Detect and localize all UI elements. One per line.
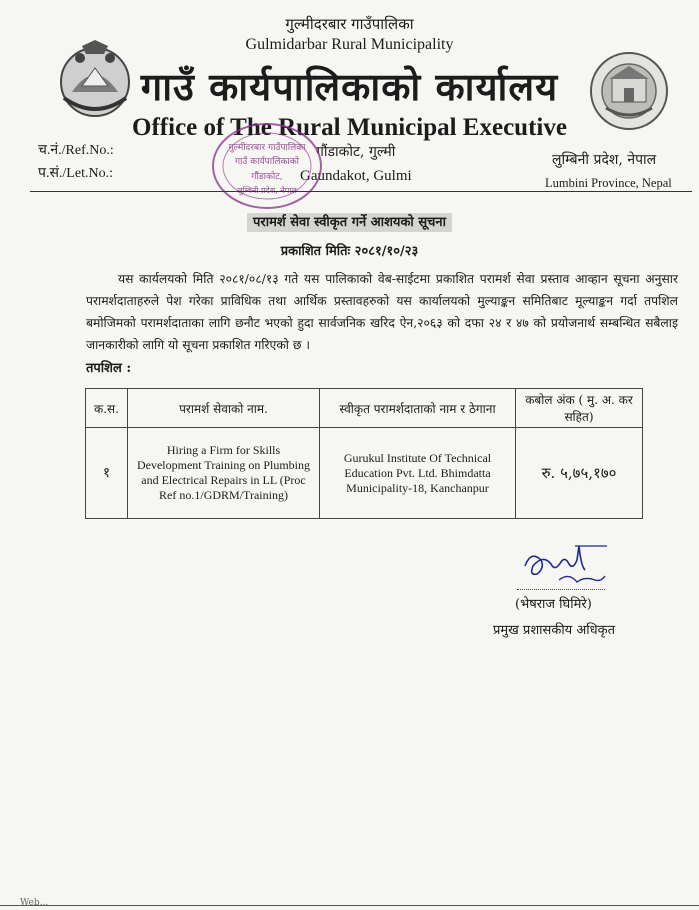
col-header-service: परामर्श सेवाको नाम. <box>128 389 320 428</box>
footer-divider <box>0 905 699 906</box>
ref-no-label: च.नं./Ref.No.: <box>38 143 114 158</box>
signature-line <box>517 589 605 590</box>
handwritten-signature <box>515 536 615 594</box>
municipality-name-en: Gulmidarbar Rural Municipality <box>245 36 454 53</box>
stamp-line-4: लुम्बिनी प्रदेश, नेपाल <box>237 186 297 195</box>
address-np: गौंडाकोट, गुल्मी <box>316 144 396 160</box>
published-date: प्रकाशित मितिः २०८१/१०/२३ <box>280 244 419 259</box>
signatory-name: (भेषराज घिमिरे) <box>515 597 592 612</box>
notice-subject-text: परामर्श सेवा स्वीकृत गर्ने आशयको सूचना <box>247 213 452 232</box>
details-label: तपशिल : <box>86 361 132 376</box>
stamp-line-3: गौंडाकोट, <box>251 172 283 182</box>
col-header-amount: कबोल अंक ( मु. अ. कर सहित) <box>516 389 643 428</box>
cell-sn: १ <box>86 428 128 519</box>
notice-subject <box>0 212 699 230</box>
office-stamp <box>208 118 326 214</box>
notice-body: यस कार्यलयको मिति २०८१/०८/१३ गते यस पालिकाको वेब-साईटमा प्रकाशित परामर्श सेवा प्रस्ताव आव्हान सूचना अनुसार परामर्शदाताहरुले पेश गरेका प्राविधिक तथा आर्थिक प्रस्तावहरुको यस कार्यालयको मुल्याङ्कन समितिबाट मूल्याङ्कन गर्दा तपशिल बमोजिमको परामर्शदाताका लागि छनौट भएको हुदा सार्वजनिक खरिद ऐन,२०६३ को दफा २४ र ४७ को प्रयोजनार्थ सम्बन्धित सबैलाइ जानकारीको लागि यो सूचना प्रकाशित गरिएको छ । <box>86 272 678 352</box>
signatory-title: प्रमुख प्रशासकीय अधिकृत <box>493 623 616 638</box>
stamp-line-2: गाउँ कार्यपालिकाको <box>234 157 300 167</box>
table-header-row <box>86 389 643 428</box>
cell-service: Hiring a Firm for Skills Development Training on Plumbing and Electrical Repairs in LL (Proc Ref no.1/GDRM/Training) <box>128 428 320 519</box>
col-header-consultant: स्वीकृत परामर्शदाताको नाम र ठेगाना <box>320 389 516 428</box>
header-divider <box>30 191 692 192</box>
cell-consultant: Gurukul Institute Of Technical Education Pvt. Ltd. Bhimdatta Municipality-18, Kanchanpur <box>320 428 516 519</box>
municipality-name-np: गुल्मीदरबार गाउँपालिका <box>285 15 414 33</box>
stamp-line-1: गुल्मीदरबार गाउँपालिका <box>228 143 306 153</box>
col-header-sn: क.स. <box>86 389 128 428</box>
province-np: लुम्बिनी प्रदेश, नेपाल <box>552 152 657 168</box>
consultant-table <box>85 388 643 519</box>
address-en: Gaundakot, Gulmi <box>300 168 412 184</box>
cell-amount: रु. ५,७५,१७० <box>516 428 643 519</box>
office-title-np: गाउँ कार्यपालिकाको कार्यालय <box>140 64 559 109</box>
footer-text: Web... <box>20 898 49 908</box>
let-no-label: प.सं./Let.No.: <box>38 166 113 181</box>
office-title-en: Office of The Rural Municipal Executive <box>132 114 567 141</box>
province-en: Lumbini Province, Nepal <box>545 176 672 190</box>
table-row <box>86 428 643 519</box>
